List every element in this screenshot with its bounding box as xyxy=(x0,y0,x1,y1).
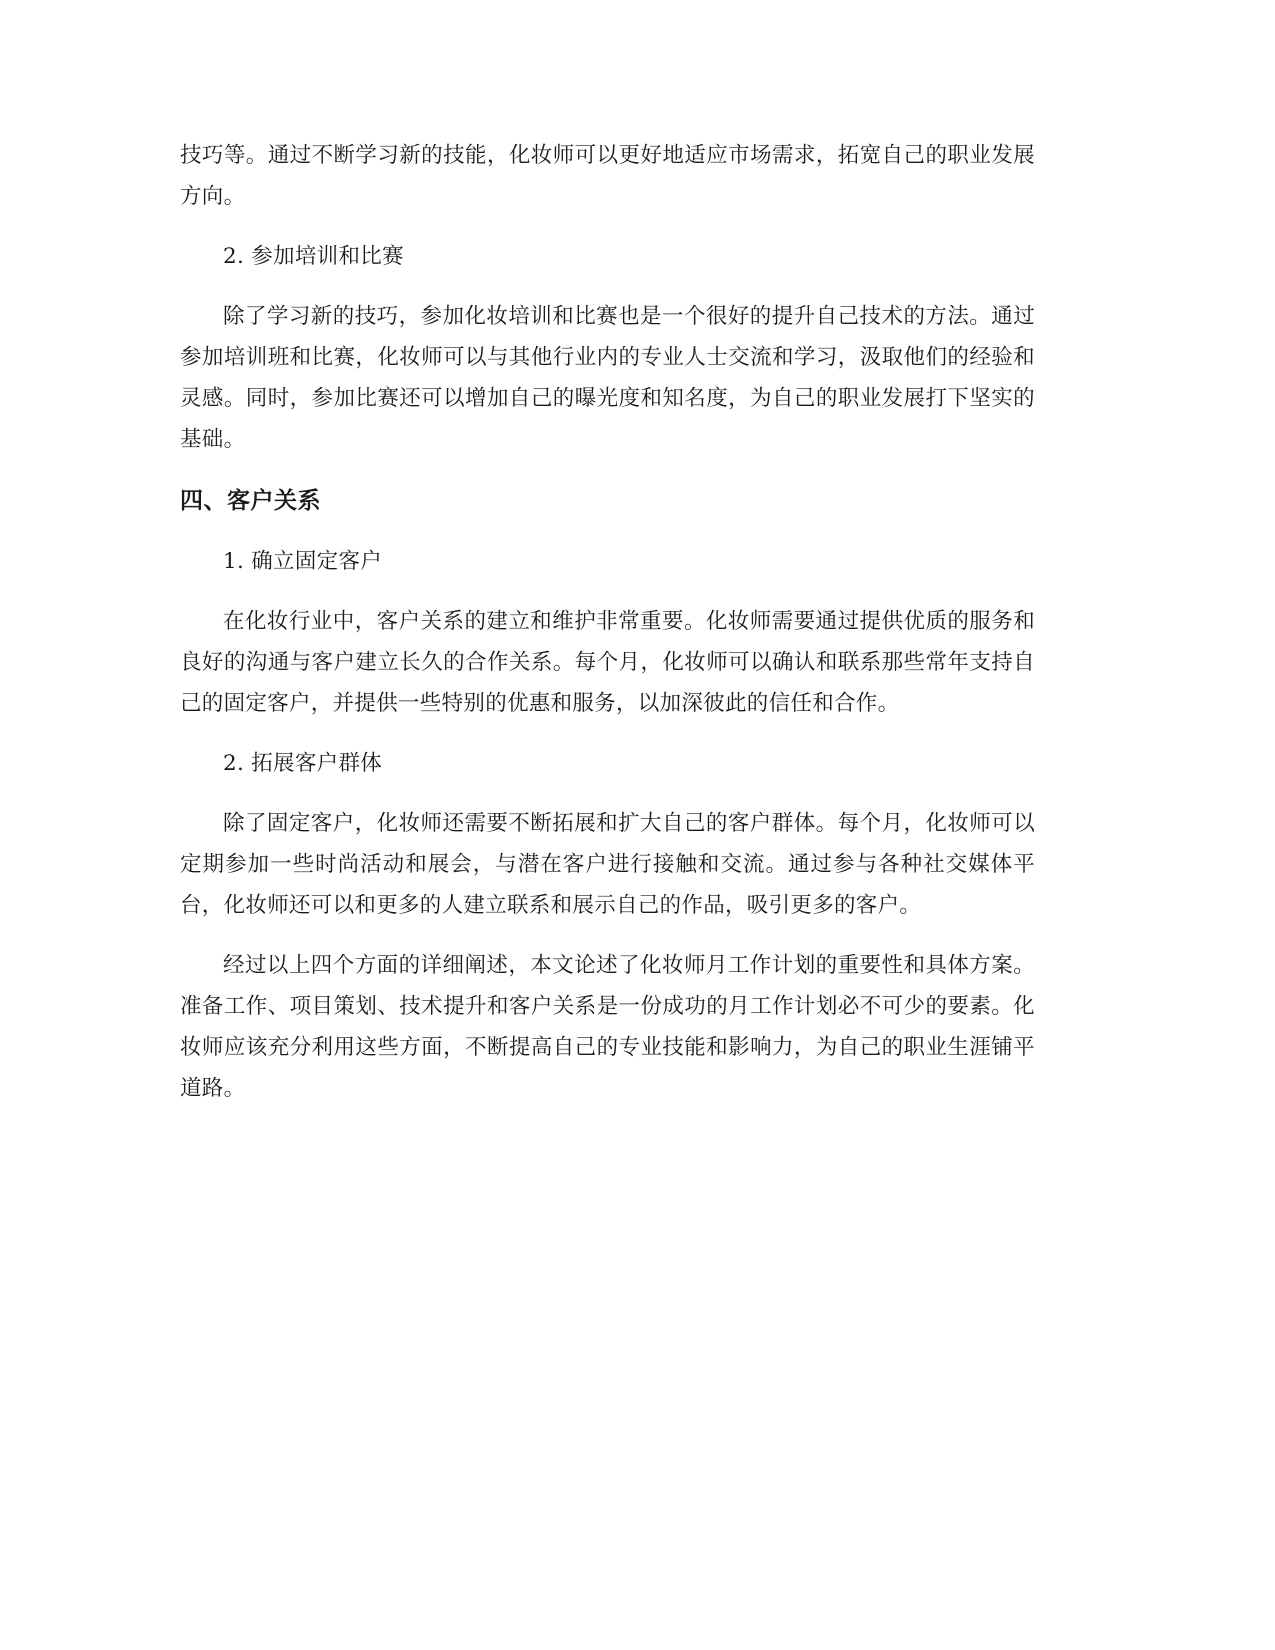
section-heading-customer-relations: 四、客户关系 xyxy=(180,488,321,514)
continued-paragraph: 技巧等。通过不断学习新的技能，化妆师可以更好地适应市场需求，拓宽自己的职业发展方向。 xyxy=(180,143,1035,209)
document-page xyxy=(180,135,1035,1109)
subsection-title-expand-clients: 2. 拓展客户群体 xyxy=(223,751,383,776)
paragraph-fixed-clients: 在化妆行业中，客户关系的建立和维护非常重要。化妆师需要通过提供优质的服务和良好的沟通与客户建立长久的合作关系。每个月，化妆师可以确认和联系那些常年支持自己的固定客户，并提供一些特别的优惠和服务，以加深彼此的信任和合作。 xyxy=(180,609,1035,716)
paragraph-training: 除了学习新的技巧，参加化妆培训和比赛也是一个很好的提升自己技术的方法。通过参加培训班和比赛，化妆师可以与其他行业内的专业人士交流和学习，汲取他们的经验和灵感。同时，参加比赛还可以增加自己的曝光度和知名度，为自己的职业发展打下坚实的基础。 xyxy=(180,304,1035,452)
paragraph-expand-clients: 除了固定客户，化妆师还需要不断拓展和扩大自己的客户群体。每个月，化妆师可以定期参加一些时尚活动和展会，与潜在客户进行接触和交流。通过参与各种社交媒体平台，化妆师还可以和更多的人建立联系和展示自己的作品，吸引更多的客户。 xyxy=(180,811,1035,918)
subsection-title-training: 2. 参加培训和比赛 xyxy=(223,244,404,269)
subsection-title-fixed-clients: 1. 确立固定客户 xyxy=(223,549,383,574)
paragraph-conclusion: 经过以上四个方面的详细阐述，本文论述了化妆师月工作计划的重要性和具体方案。准备工作、项目策划、技术提升和客户关系是一份成功的月工作计划必不可少的要素。化妆师应该充分利用这些方面，不断提高自己的专业技能和影响力，为自己的职业生涯铺平道路。 xyxy=(180,953,1035,1101)
